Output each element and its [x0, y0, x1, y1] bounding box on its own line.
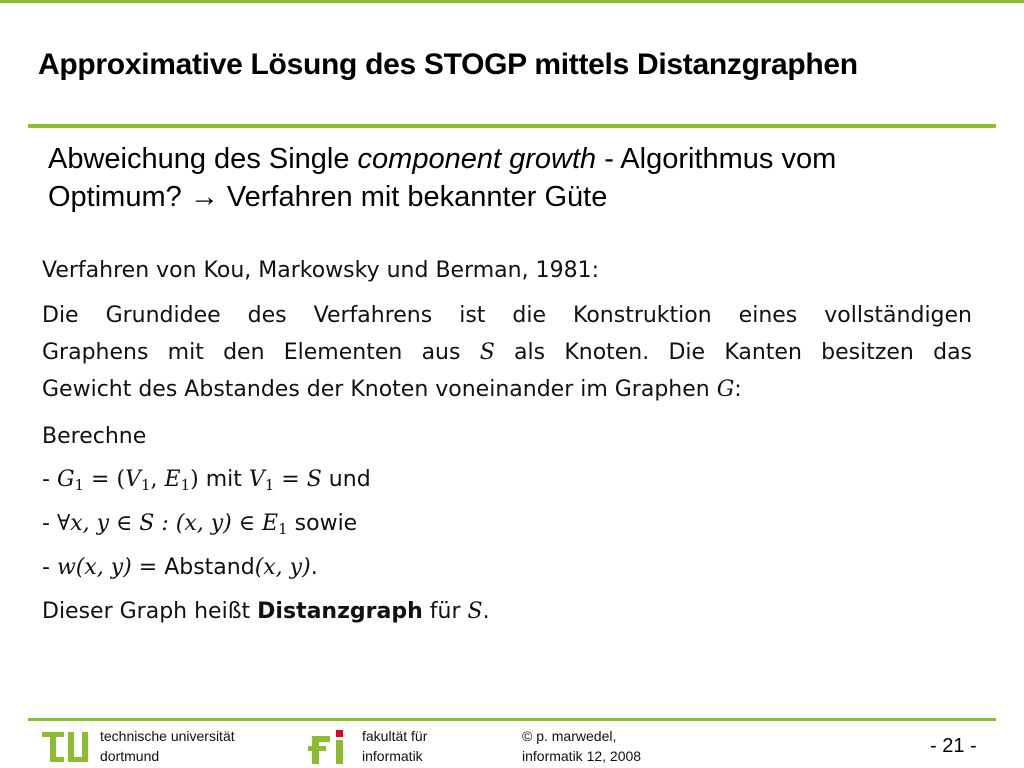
tu-dortmund-logo-icon: [42, 728, 92, 764]
subtitle-text: Abweichung des Single: [48, 143, 358, 175]
body-heading: Verfahren von Kou, Markowsky und Berman, 1981:: [42, 258, 599, 283]
slide-body: [42, 255, 972, 634]
footer-university: technische universität dortmund: [100, 728, 235, 764]
paragraph-line-1: Die Grundidee des Verfahrens ist die Konstruktion eines vollständigen: [42, 303, 972, 328]
conclusion-line: Dieser Graph heißt Distanzgraph für S.: [42, 599, 490, 624]
paragraph-line-3: Gewicht des Abstandes der Knoten voneinander im Graphen G:: [42, 377, 742, 402]
slide-title: Approximative Lösung des STOGP mittels Distanzgraphen: [38, 48, 858, 81]
slide-subtitle: [48, 140, 998, 216]
top-accent-line: [0, 0, 1024, 3]
paragraph-line-2: Graphens mit den Elementen aus S als Knoten. Die Kanten besitzen das: [42, 340, 973, 365]
list-item-1: - $G_1 = (V_1$, $E_1$) mit $V_1 = S$ und: [42, 467, 371, 494]
page-number: - 21 -: [930, 735, 977, 757]
title-divider: [28, 124, 996, 128]
fi-logo-icon: [308, 728, 354, 766]
list-item-2: - ∀x, y ∈ S : (x, y) ∈ $E_1$ sowie: [42, 511, 358, 538]
footer-divider: [28, 718, 996, 721]
list-item-3: - w(x, y) = Abstand(x, y).: [42, 555, 318, 580]
footer-copyright: © p. marwedel, informatik 12, 2008: [522, 728, 642, 764]
footer-faculty: fakultät für informatik: [362, 728, 428, 764]
subtitle-text-4: Verfahren mit bekannter Güte: [218, 181, 608, 213]
subtitle-italic: component growth: [357, 143, 597, 175]
subtitle-text-2: - Algorithmus vom: [596, 143, 837, 175]
arrow-icon: →: [189, 181, 219, 213]
berechne-label: Berechne: [42, 424, 147, 449]
subtitle-text-3: Optimum?: [48, 181, 190, 213]
